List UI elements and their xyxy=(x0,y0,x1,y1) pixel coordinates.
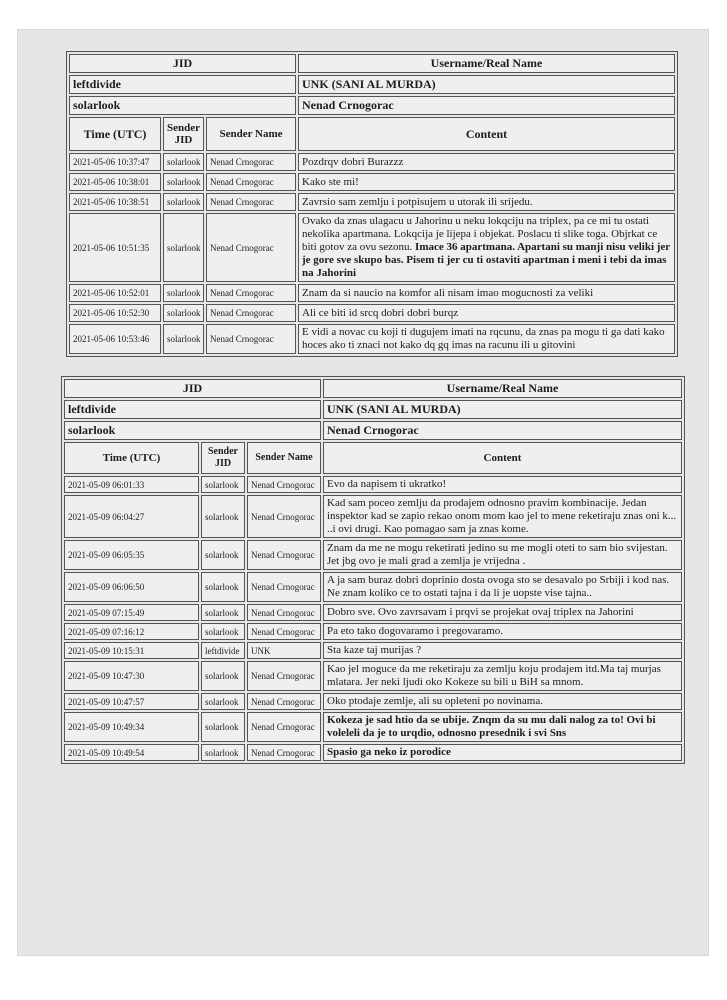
row-content: Znam da me ne mogu reketirati jedino su me mogli oteti to sam bio svijestan. Jet jbg ovo je mali grad a zemlja je vrijedna . xyxy=(323,540,682,570)
table-row xyxy=(64,712,682,742)
row-sender-jid: solarlook xyxy=(163,304,204,322)
row-content: Evo da napisem ti ukratko! xyxy=(323,476,682,493)
table-2-body xyxy=(64,476,682,761)
table-header-row xyxy=(64,379,682,398)
row-content-bold-text: Imace 36 apartmana. Apartani su manji nisu veliki jer je gore sve skupo bas. Pisem ti jer cu ti ostaviti apartman i meni i tebi da imas na Jahorini xyxy=(302,241,670,279)
row-time: 2021-05-09 10:49:34 xyxy=(64,712,199,742)
row-sender-name: Nenad Crnogorac xyxy=(206,284,296,302)
row-sender-name: Nenad Crnogorac xyxy=(206,153,296,171)
content-column-header: Content xyxy=(323,442,682,474)
row-content: Pozdrqv dobri Burazzz xyxy=(298,153,675,171)
table-header-row xyxy=(69,54,675,73)
row-sender-jid: solarlook xyxy=(163,213,204,282)
row-sender-jid: solarlook xyxy=(201,572,245,602)
row-sender-jid: solarlook xyxy=(201,693,245,710)
row-sender-name: Nenad Crnogorac xyxy=(247,661,321,691)
table-row xyxy=(64,661,682,691)
row-content xyxy=(298,213,675,282)
row-sender-name: Nenad Crnogorac xyxy=(206,193,296,211)
column-header-row xyxy=(69,117,675,151)
row-sender-jid: solarlook xyxy=(163,284,204,302)
row-content: Sta kaze taj murijas ? xyxy=(323,642,682,659)
id-row xyxy=(69,75,675,94)
row-time: 2021-05-06 10:52:01 xyxy=(69,284,161,302)
row-sender-name: Nenad Crnogorac xyxy=(247,744,321,761)
row-sender-name: Nenad Crnogorac xyxy=(247,604,321,621)
id-row xyxy=(64,400,682,419)
row-sender-jid: leftdivide xyxy=(201,642,245,659)
row-sender-jid: solarlook xyxy=(201,712,245,742)
row-content: Kao jel moguce da me reketiraju za zemlju koju prodajem itd.Ma taj murjas mlatara. Jer neki ljudi oko Kokeze su bili u BiH sa mnom. xyxy=(323,661,682,691)
table-row xyxy=(64,540,682,570)
table-row xyxy=(69,173,675,191)
id-row xyxy=(69,96,675,115)
row-time: 2021-05-09 10:15:31 xyxy=(64,642,199,659)
sender-name-column-header: Sender Name xyxy=(247,442,321,474)
row-time: 2021-05-06 10:52:30 xyxy=(69,304,161,322)
row-content: Dobro sve. Ovo zavrsavam i prqvi se projekat ovaj triplex na Jahorini xyxy=(323,604,682,621)
id-name: UNK (SANI AL MURDA) xyxy=(323,400,682,419)
row-sender-name: Nenad Crnogorac xyxy=(247,693,321,710)
row-content: Pa eto tako dogovaramo i pregovaramo. xyxy=(323,623,682,640)
row-time: 2021-05-09 06:06:50 xyxy=(64,572,199,602)
row-sender-name: Nenad Crnogorac xyxy=(206,304,296,322)
content-column-header: Content xyxy=(298,117,675,151)
sender-jid-column-header: Sender JID xyxy=(201,442,245,474)
row-content: Zavrsio sam zemlju i potpisujem u utorak ili srijedu. xyxy=(298,193,675,211)
row-content: Ali ce biti id srcq dobri dobri burqz xyxy=(298,304,675,322)
row-content: Znam da si naucio na komfor ali nisam imao mogucnosti za veliki xyxy=(298,284,675,302)
row-sender-jid: solarlook xyxy=(163,193,204,211)
row-time: 2021-05-06 10:37:47 xyxy=(69,153,161,171)
table-row xyxy=(69,284,675,302)
row-time: 2021-05-06 10:38:01 xyxy=(69,173,161,191)
table-row xyxy=(64,476,682,493)
table-row xyxy=(69,213,675,282)
row-sender-name: UNK xyxy=(247,642,321,659)
table-row xyxy=(69,193,675,211)
id-name: Nenad Crnogorac xyxy=(298,96,675,115)
table-row xyxy=(64,495,682,538)
column-header-row xyxy=(64,442,682,474)
row-sender-jid: solarlook xyxy=(163,153,204,171)
table-row xyxy=(64,604,682,621)
row-time: 2021-05-06 10:53:46 xyxy=(69,324,161,354)
table-row xyxy=(64,744,682,761)
row-sender-name: Nenad Crnogorac xyxy=(247,712,321,742)
row-time: 2021-05-06 10:51:35 xyxy=(69,213,161,282)
row-content: A ja sam buraz dobri doprinio dosta ovoga sto se desavalo po Srbiji i kod nas. Ne znam koliko ce to ostati tajna i da li je uopste vise tajna.. xyxy=(323,572,682,602)
jid-header: JID xyxy=(69,54,296,73)
id-name: UNK (SANI AL MURDA) xyxy=(298,75,675,94)
row-time: 2021-05-09 10:47:57 xyxy=(64,693,199,710)
username-header: Username/Real Name xyxy=(298,54,675,73)
username-header: Username/Real Name xyxy=(323,379,682,398)
row-sender-name: Nenad Crnogorac xyxy=(247,572,321,602)
table-row xyxy=(64,642,682,659)
paper-sheet xyxy=(18,30,708,955)
id-jid: leftdivide xyxy=(69,75,296,94)
row-content: Kokeza je sad htio da se ubije. Znqm da su mu dali nalog za to! Ovi bi voleleli da je to urqdio, odnosno presednik i svi Sns xyxy=(323,712,682,742)
table-row xyxy=(64,572,682,602)
table-row xyxy=(64,623,682,640)
id-jid: leftdivide xyxy=(64,400,321,419)
sender-name-column-header: Sender Name xyxy=(206,117,296,151)
chat-log-table-2 xyxy=(61,376,685,764)
row-sender-name: Nenad Crnogorac xyxy=(247,495,321,538)
row-time: 2021-05-09 07:15:49 xyxy=(64,604,199,621)
table-row xyxy=(69,324,675,354)
row-sender-name: Nenad Crnogorac xyxy=(206,213,296,282)
row-content-text: Ovako da znas ulagacu u Jahorinu u neku lokqciju na triplex, pa ce mi tu ostati nekolika apartmana. Lokqcija je lijepa i objekat. Poslacu ti slike toga. Objrkat ce biti gotov za ovu sezonu. xyxy=(302,215,658,253)
row-content: Kako ste mi! xyxy=(298,173,675,191)
id-jid: solarlook xyxy=(69,96,296,115)
row-sender-jid: solarlook xyxy=(201,540,245,570)
row-content: Oko ptodaje zemlje, ali su opleteni po novinama. xyxy=(323,693,682,710)
row-content: Spasio ga neko iz porodice xyxy=(323,744,682,761)
jid-header: JID xyxy=(64,379,321,398)
row-sender-jid: solarlook xyxy=(201,604,245,621)
row-time: 2021-05-09 06:05:35 xyxy=(64,540,199,570)
table-row xyxy=(64,693,682,710)
sender-jid-column-header: Sender JID xyxy=(163,117,204,151)
row-time: 2021-05-09 10:47:30 xyxy=(64,661,199,691)
row-sender-jid: solarlook xyxy=(201,495,245,538)
table-row xyxy=(69,304,675,322)
row-sender-name: Nenad Crnogorac xyxy=(247,623,321,640)
row-sender-jid: solarlook xyxy=(201,744,245,761)
time-column-header: Time (UTC) xyxy=(64,442,199,474)
row-sender-jid: solarlook xyxy=(201,661,245,691)
row-sender-name: Nenad Crnogorac xyxy=(206,324,296,354)
row-sender-name: Nenad Crnogorac xyxy=(206,173,296,191)
row-time: 2021-05-09 07:16:12 xyxy=(64,623,199,640)
id-jid: solarlook xyxy=(64,421,321,440)
row-sender-name: Nenad Crnogorac xyxy=(247,476,321,493)
row-sender-jid: solarlook xyxy=(163,173,204,191)
chat-log-table-1 xyxy=(66,51,678,357)
row-content: E vidi a novac cu koji ti dugujem imati na rqcunu, da znas pa mogu ti ga dati kako hoces ako ti znaci not kako dq gq imas na racunu ili u gitovini xyxy=(298,324,675,354)
row-time: 2021-05-09 06:04:27 xyxy=(64,495,199,538)
row-sender-jid: solarlook xyxy=(201,476,245,493)
row-time: 2021-05-09 10:49:54 xyxy=(64,744,199,761)
row-sender-jid: solarlook xyxy=(201,623,245,640)
row-sender-jid: solarlook xyxy=(163,324,204,354)
row-content: Kad sam poceo zemlju da prodajem odnosno pravim kombinacije. Jedan inspektor kad se zapio rekao onom mom kao jel to mene reketiraju znas oni k... ..i ovi drugi. Kao pomagao sam ja znas kome. xyxy=(323,495,682,538)
row-sender-name: Nenad Crnogorac xyxy=(247,540,321,570)
id-row xyxy=(64,421,682,440)
time-column-header: Time (UTC) xyxy=(69,117,161,151)
row-time: 2021-05-09 06:01:33 xyxy=(64,476,199,493)
id-name: Nenad Crnogorac xyxy=(323,421,682,440)
row-time: 2021-05-06 10:38:51 xyxy=(69,193,161,211)
table-row xyxy=(69,153,675,171)
